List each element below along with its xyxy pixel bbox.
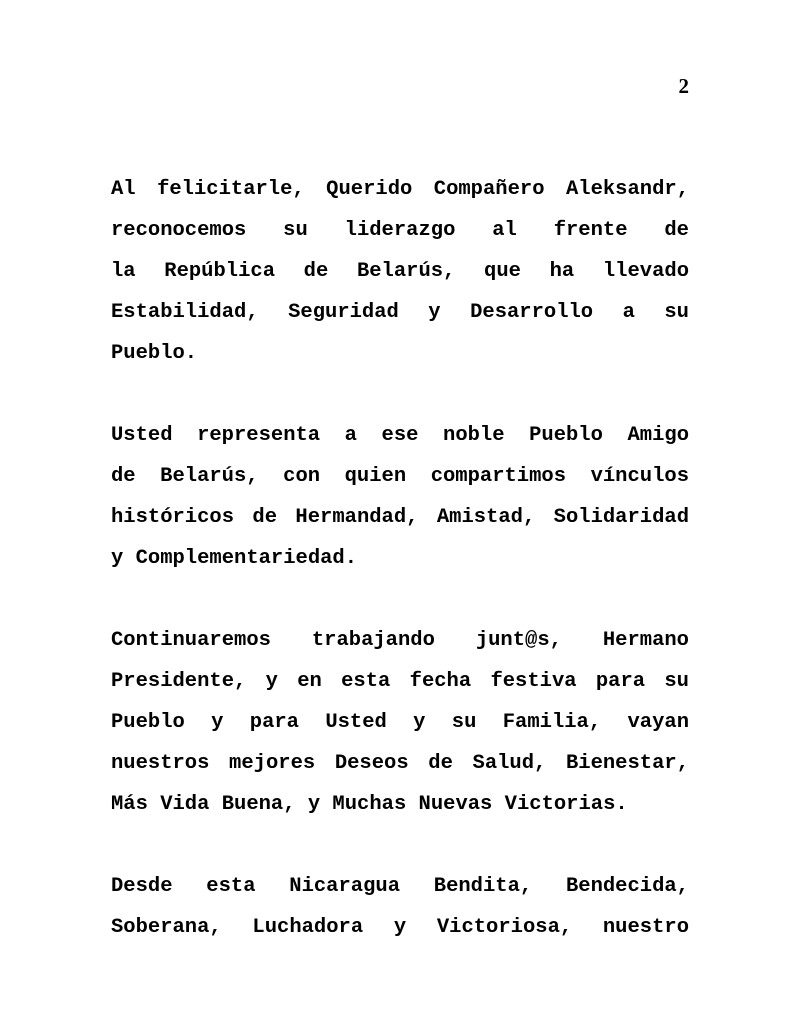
paragraph [111,866,689,948]
text-line: históricos de Hermandad, Amistad, Solidaridad [111,506,689,529]
text-line: reconocemos su liderazgo al frente de [111,219,689,242]
text-line: Usted representa a ese noble Pueblo Amigo [111,424,689,447]
paragraph [111,620,689,825]
page-number: 2 [678,74,689,98]
text-line: Desde esta Nicaragua Bendita, Bendecida, [111,875,689,898]
text-line: la República de Belarús, que ha llevado [111,260,689,283]
text-line: Soberana, Luchadora y Victoriosa, nuestro [111,916,689,939]
text-line: Más Vida Buena, y Muchas Nuevas Victorias. [111,793,628,816]
text-line: Pueblo y para Usted y su Familia, vayan [111,711,689,734]
text-line: nuestros mejores Deseos de Salud, Bienestar, [111,752,689,775]
letter-body [111,169,689,989]
text-line: de Belarús, con quien compartimos vínculos [111,465,689,488]
text-line: y Complementariedad. [111,547,358,570]
text-line: Continuaremos trabajando junt@s, Hermano [111,629,689,652]
text-line: Presidente, y en esta fecha festiva para su [111,670,689,693]
text-line: Al felicitarle, Querido Compañero Aleksandr, [111,178,689,201]
text-line: Estabilidad, Seguridad y Desarrollo a su [111,301,689,324]
text-line: Pueblo. [111,342,198,365]
paragraph [111,169,689,374]
paragraph [111,415,689,579]
